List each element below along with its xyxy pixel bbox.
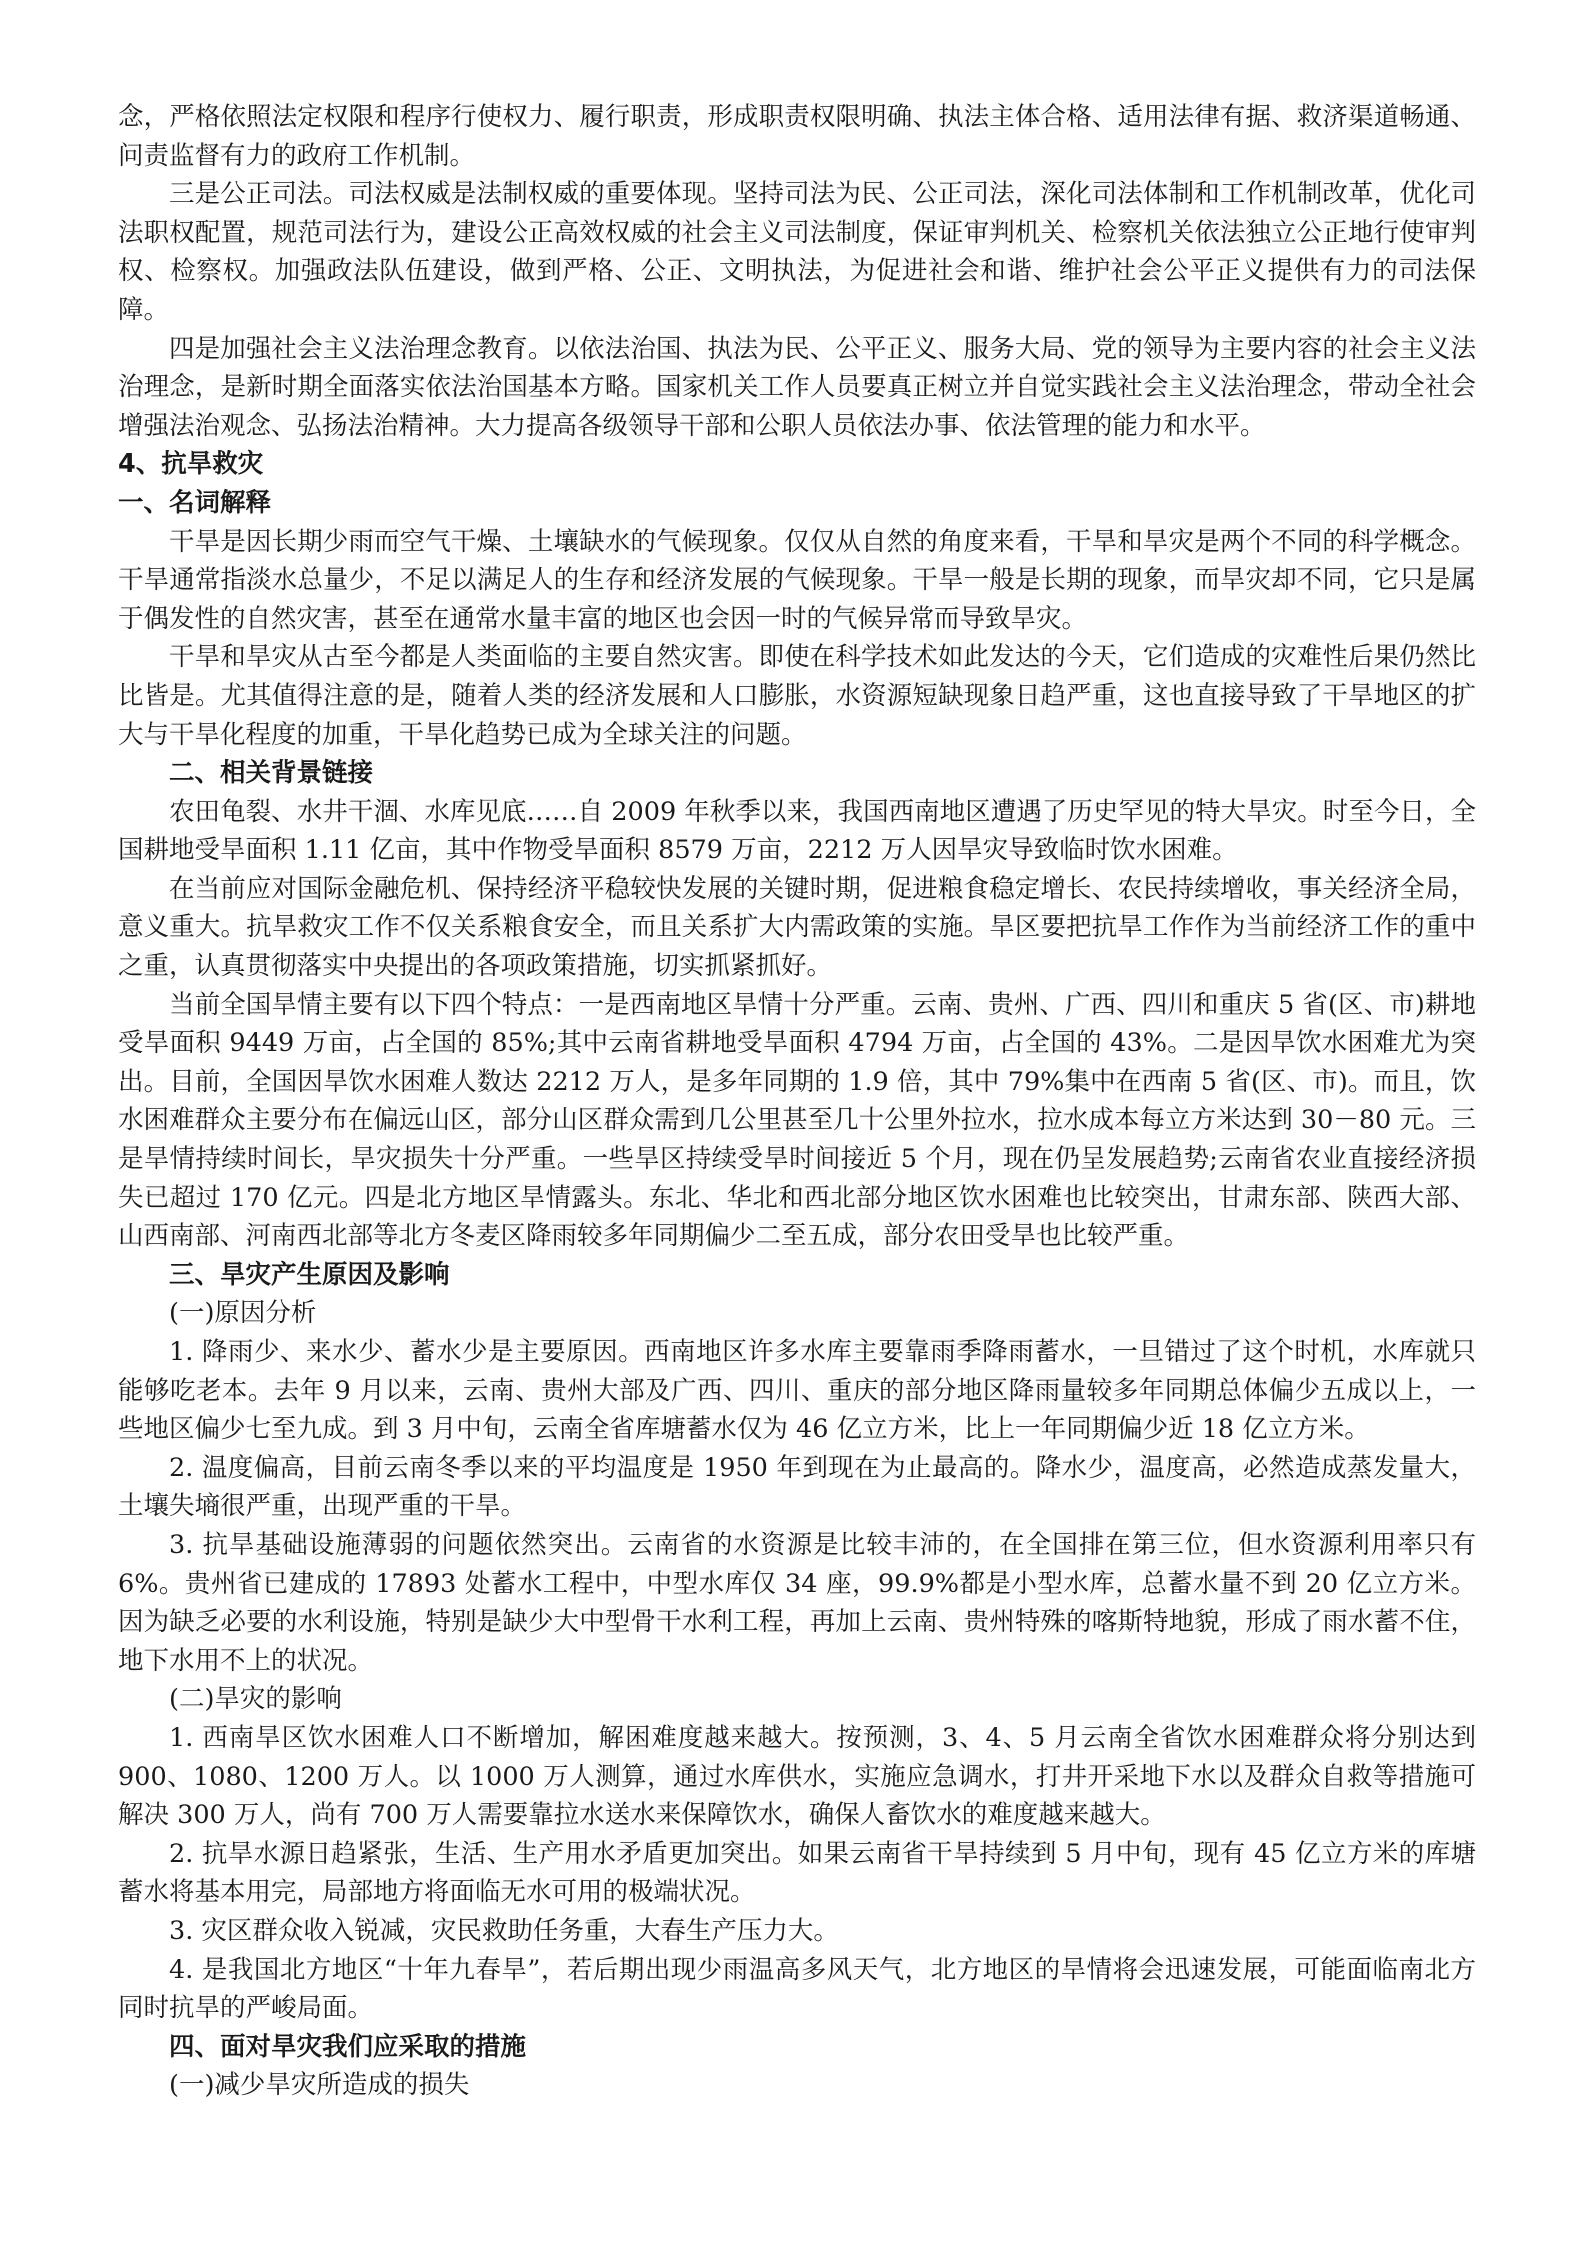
- paragraph: 四是加强社会主义法治理念教育。以依法治国、执法为民、公平正义、服务大局、党的领导为主要内容的社会主义法治理念，是新时期全面落实依法治国基本方略。国家机关工作人员要真正树立并自觉实践社会主义法治理念，带动全社会增强法治观念、弘扬法治精神。大力提高各级领导干部和公职人员依法办事、依法管理的能力和水平。: [118, 333, 1476, 441]
- section-heading: 三、旱灾产生原因及影响: [169, 1259, 450, 1290]
- paragraph: 1. 降雨少、来水少、蓄水少是主要原因。西南地区许多水库主要靠雨季降雨蓄水，一旦错过了这个时机，水库就只能够吃老本。去年 9 月以来，云南、贵州大部及广西、四川、重庆的部分地区降雨量较多年同期总体偏少五成以上，一些地区偏少七至九成。到 3 月中旬，云南全省库塘蓄水仅为 46 亿立方米，比上一年同期偏少近 18 亿立方米。: [118, 1337, 1476, 1445]
- section-heading: 四、面对旱灾我们应采取的措施: [169, 2031, 527, 2062]
- subsection-label: (一)减少旱灾所造成的损失: [169, 2070, 470, 2101]
- paragraph: 农田龟裂、水井干涸、水库见底……自 2009 年秋季以来，我国西南地区遭遇了历史罕见的特大旱灾。时至今日，全国耕地受旱面积 1.11 亿亩，其中作物受旱面积 8579 万亩，2212 万人因旱灾导致临时饮水困难。: [118, 796, 1476, 866]
- subsection-label: (一)原因分析: [169, 1298, 317, 1329]
- paragraph: 1. 西南旱区饮水困难人口不断增加，解困难度越来越大。按预测，3、4、5 月云南全省饮水困难群众将分别达到 900、1080、1200 万人。以 1000 万人测算，通过水库供水，实施应急调水，打井开采地下水以及群众自救等措施可解决 300 万人，尚有 700 万人需要靠拉水送水来保障饮水，确保人畜饮水的难度越来越大。: [118, 1722, 1476, 1831]
- paragraph: 三是公正司法。司法权威是法制权威的重要体现。坚持司法为民、公正司法，深化司法体制和工作机制改革，优化司法职权配置，规范司法行为，建设公正高效权威的社会主义司法制度，保证审判机关、检察机关依法独立公正地行使审判权、检察权。加强政法队伍建设，做到严格、公正、文明执法，为促进社会和谐、维护社会公平正义提供有力的司法保障。: [118, 179, 1476, 325]
- paragraph: 2. 抗旱水源日趋紧张，生活、生产用水矛盾更加突出。如果云南省干旱持续到 5 月中旬，现有 45 亿立方米的库塘蓄水将基本用完，局部地方将面临无水可用的极端状况。: [118, 1838, 1476, 1908]
- paragraph: 干旱和旱灾从古至今都是人类面临的主要自然灾害。即使在科学技术如此发达的今天，它们造成的灾难性后果仍然比比皆是。尤其值得注意的是，随着人类的经济发展和人口膨胀，水资源短缺现象日趋严重，这也直接导致了干旱地区的扩大与干旱化程度的加重，干旱化趋势已成为全球关注的问题。: [118, 642, 1476, 750]
- paragraph: 干旱是因长期少雨而空气干燥、土壤缺水的气候现象。仅仅从自然的角度来看，干旱和旱灾是两个不同的科学概念。干旱通常指淡水总量少，不足以满足人的生存和经济发展的气候现象。干旱一般是长期的现象，而旱灾却不同，它只是属于偶发性的自然灾害，甚至在通常水量丰富的地区也会因一时的气候异常而导致旱灾。: [118, 526, 1476, 634]
- paragraph: 4. 是我国北方地区“十年九春旱”，若后期出现少雨温高多风天气，北方地区的旱情将会迅速发展，可能面临南北方同时抗旱的严峻局面。: [118, 1954, 1476, 2024]
- paragraph: 3. 抗旱基础设施薄弱的问题依然突出。云南省的水资源是比较丰沛的，在全国排在第三位，但水资源利用率只有 6%。贵州省已建成的 17893 处蓄水工程中，中型水库仅 34 座，99.9%都是小型水库，总蓄水量不到 20 亿立方米。因为缺乏必要的水利设施，特别是缺少大中型骨干水利工程，再加上云南、贵州特殊的喀斯特地貌，形成了雨水蓄不住，地下水用不上的状况。: [118, 1529, 1476, 1676]
- section-heading: 二、相关背景链接: [169, 758, 374, 789]
- paragraph: 当前全国旱情主要有以下四个特点：一是西南地区旱情十分严重。云南、贵州、广西、四川和重庆 5 省(区、市)耕地受旱面积 9449 万亩，占全国的 85%;其中云南省耕地受旱面积 4794 万亩，占全国的 43%。二是因旱饮水困难尤为突出。目前，全国因旱饮水困难人数达 2212 万人，是多年同期的 1.9 倍，其中 79%集中在西南 5 省(区、市)。而且，饮水困难群众主要分布在偏远山区，部分山区群众需到几公里甚至几十公里外拉水，拉水成本每立方米达到 30－80 元。三是旱情持续时间长，旱灾损失十分严重。一些旱区持续受旱时间接近 5 个月，现在仍呈发展趋势;云南省农业直接经济损失已超过 170 亿元。四是北方地区旱情露头。东北、华北和西北部分地区饮水困难也比较突出，甘肃东部、陕西大部、山西南部、河南西北部等北方冬麦区降雨较多年同期偏少二至五成，部分农田受旱也比较严重。: [118, 989, 1476, 1252]
- section-heading: 4、抗旱救灾: [118, 449, 264, 480]
- paragraph: 念，严格依照法定权限和程序行使权力、履行职责，形成职责权限明确、执法主体合格、适用法律有据、救济渠道畅通、问责监督有力的政府工作机制。: [118, 102, 1476, 171]
- section-heading: 一、名词解释: [118, 487, 272, 518]
- paragraph: 3. 灾区群众收入锐减，灾民救助任务重，大春生产压力大。: [169, 1915, 839, 1946]
- paragraph: 在当前应对国际金融危机、保持经济平稳较快发展的关键时期，促进粮食稳定增长、农民持续增收，事关经济全局，意义重大。抗旱救灾工作不仅关系粮食安全，而且关系扩大内需政策的实施。旱区要把抗旱工作作为当前经济工作的重中之重，认真贯彻落实中央提出的各项政策措施，切实抓紧抓好。: [118, 873, 1476, 982]
- subsection-label: (二)旱灾的影响: [169, 1684, 342, 1715]
- paragraph: 2. 温度偏高，目前云南冬季以来的平均温度是 1950 年到现在为止最高的。降水少，温度高，必然造成蒸发量大，土壤失墒很严重，出现严重的干旱。: [118, 1452, 1476, 1522]
